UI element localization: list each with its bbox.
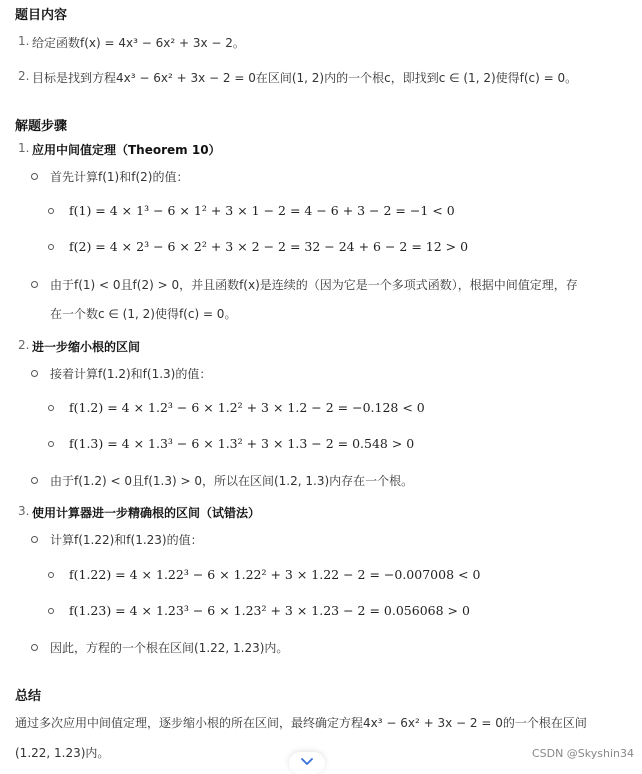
step1-formula-2: f(2) = 4 × 2³ − 6 × 2² + 3 × 2 − 2 = 32 − 24 + 6 − 2 = 12 > 0 xyxy=(69,239,469,254)
content-num-2: 2. xyxy=(18,69,30,83)
bullet-sub xyxy=(48,608,54,614)
step1-line-5: 在一个数c ∈ (1, 2)使得f(c) = 0。 xyxy=(50,307,237,321)
step2-formula-1: f(1.2) = 4 × 1.2³ − 6 × 1.2² + 3 × 1.2 − 2 = −0.128 < 0 xyxy=(69,400,425,415)
bullet-sub xyxy=(48,208,54,214)
step3-formula-2: f(1.23) = 4 × 1.23³ − 6 × 1.23² + 3 × 1.23 − 2 = 0.056068 > 0 xyxy=(69,603,470,618)
summary-line-1: 通过多次应用中间值定理，逐步缩小根的所在区间，最终确定方程4x³ − 6x² + 3x − 2 = 0的一个根在区间 xyxy=(15,716,587,730)
expand-button[interactable] xyxy=(289,752,325,774)
step-num-1: 1. xyxy=(18,141,30,155)
section-title-summary: 总结 xyxy=(15,689,42,704)
step-num-3: 3. xyxy=(18,504,30,518)
content-item-2: 目标是找到方程4x³ − 6x² + 3x − 2 = 0在区间(1, 2)内的一个根c，即找到c ∈ (1, 2)使得f(c) = 0。 xyxy=(32,71,578,85)
step-title-1: 应用中间值定理（Theorem 10） xyxy=(32,143,221,157)
bullet-hollow xyxy=(31,370,38,377)
bullet-sub xyxy=(48,572,54,578)
bullet-hollow xyxy=(31,644,38,651)
bullet-sub xyxy=(48,405,54,411)
section-title-steps: 解题步骤 xyxy=(15,119,68,134)
content-num-1: 1. xyxy=(18,34,30,48)
bullet-hollow xyxy=(31,536,38,543)
watermark: CSDN @Skyshin34 xyxy=(531,747,634,760)
step3-formula-1: f(1.22) = 4 × 1.22³ − 6 × 1.22² + 3 × 1.22 − 2 = −0.007008 < 0 xyxy=(69,567,481,582)
bullet-sub xyxy=(48,441,54,447)
chevron-down-icon xyxy=(300,756,314,766)
step2-line-1: 接着计算f(1.2)和f(1.3)的值： xyxy=(50,367,212,381)
step1-line-4: 由于f(1) < 0且f(2) > 0，并且函数f(x)是连续的（因为它是一个多项式函数），根据中间值定理，存 xyxy=(50,278,578,292)
step1-formula-1: f(1) = 4 × 1³ − 6 × 1² + 3 × 1 − 2 = 4 − 6 + 3 − 2 = −1 < 0 xyxy=(69,203,455,218)
step1-line-1: 首先计算f(1)和f(2)的值： xyxy=(50,170,189,184)
summary-line-2: (1.22, 1.23)内。 xyxy=(15,746,110,760)
bullet-hollow xyxy=(31,477,38,484)
step-num-2: 2. xyxy=(18,338,30,352)
step2-formula-2: f(1.3) = 4 × 1.3³ − 6 × 1.3² + 3 × 1.3 − 2 = 0.548 > 0 xyxy=(69,436,415,451)
bullet-hollow xyxy=(31,281,38,288)
bullet-hollow xyxy=(31,173,38,180)
step-title-2: 进一步缩小根的区间 xyxy=(32,340,141,354)
bullet-sub xyxy=(48,244,54,250)
step3-line-1: 计算f(1.22)和f(1.23)的值： xyxy=(50,533,203,547)
step2-line-4: 由于f(1.2) < 0且f(1.3) > 0，所以在区间(1.2, 1.3)内存在一个根。 xyxy=(50,474,414,488)
section-title-content: 题目内容 xyxy=(15,8,68,23)
content-item-1: 给定函数f(x) = 4x³ − 6x² + 3x − 2。 xyxy=(32,36,245,50)
step3-line-4: 因此，方程的一个根在区间(1.22, 1.23)内。 xyxy=(50,641,289,655)
step-title-3: 使用计算器进一步精确根的区间（试错法） xyxy=(32,506,261,520)
